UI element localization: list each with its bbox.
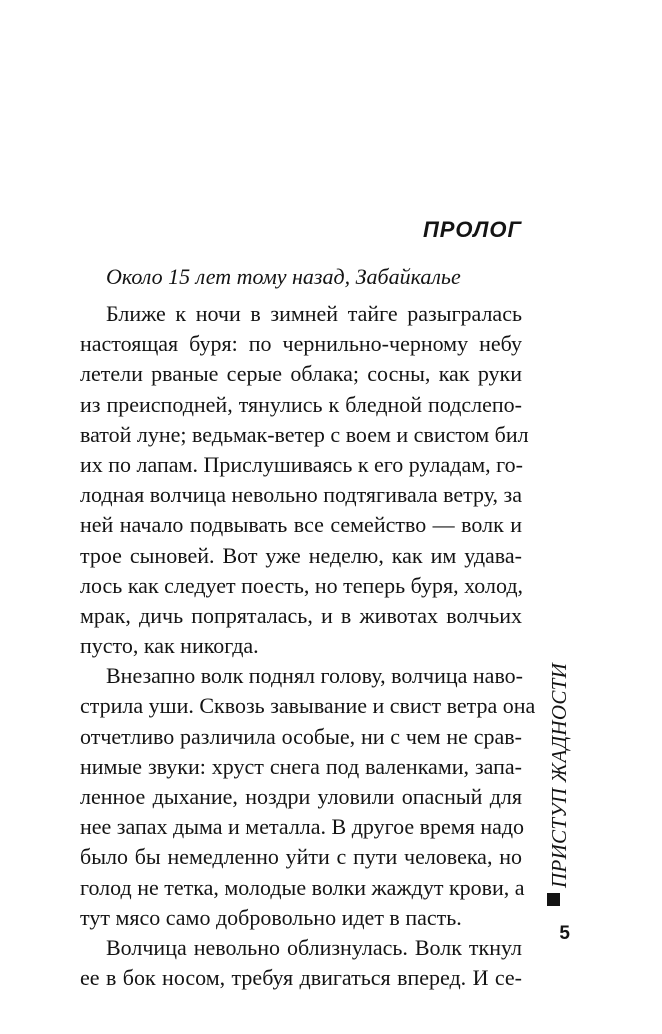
text-line: ленное дыхание, ноздри уловили опасный для (80, 784, 522, 809)
text-line: их по лапам. Прислушиваясь к его руладам, го- (80, 451, 523, 477)
text-line: из преисподней, тянулись к бледной подслепо- (80, 391, 522, 417)
text-line: Волчица невольно облизнулась. Волк ткнул (106, 934, 522, 960)
text-line: лось как следует поесть, но теперь буря, холод, (80, 572, 524, 598)
text-line: тут мясо само добровольно идет в пасть. (80, 904, 462, 930)
epigraph: Около 15 лет тому назад, Забайкалье (106, 264, 461, 289)
text-line: стрила уши. Сквозь завывание и свист ветра она (80, 693, 536, 719)
text-line: ватой луне; ведьмак-ветер с воем и свистом бил (80, 421, 529, 447)
text-line: голод не тетка, молодые волки жаждут крови, а (80, 874, 525, 900)
section-marker-square (547, 893, 560, 906)
text-line: ее в бок носом, требуя двигаться вперед. И се- (80, 965, 522, 991)
text-line: нимые звуки: хруст снега под валенками, запа- (80, 753, 522, 779)
body-text (80, 299, 536, 993)
text-line: пусто, как никогда. (80, 633, 259, 659)
text-line: нее запах дыма и металла. В другое время надо (80, 814, 525, 840)
chapter-title: ПРОЛОГ (422, 217, 522, 242)
text-line: Ближе к ночи в зимней тайге разыгралась (106, 301, 522, 326)
text-line: летели рваные серые облака; сосны, как руки (80, 361, 522, 387)
text-line: трое сыновей. Вот уже неделю, как им удава- (80, 542, 522, 568)
text-line: Внезапно волк поднял голову, волчица наво- (106, 663, 524, 689)
text-line: было бы немедленно уйти с пути человека, но (80, 844, 522, 870)
text-line: лодная волчица невольно подтягивала ветру, за (80, 482, 523, 508)
text-line: настоящая буря: по чернильно-черному небу (80, 331, 522, 357)
page-number: 5 (559, 923, 570, 944)
running-title: ПРИСТУП ЖАДНОСТИ (547, 662, 571, 888)
text-line: ней начало подвывать все семейство — волк и (80, 512, 522, 538)
text-line: мрак, дичь попряталась, и в животах волчьих (80, 602, 522, 628)
running-title-sidebar (545, 662, 573, 888)
text-line: отчетливо различила особые, ни с чем не срав- (80, 723, 522, 749)
